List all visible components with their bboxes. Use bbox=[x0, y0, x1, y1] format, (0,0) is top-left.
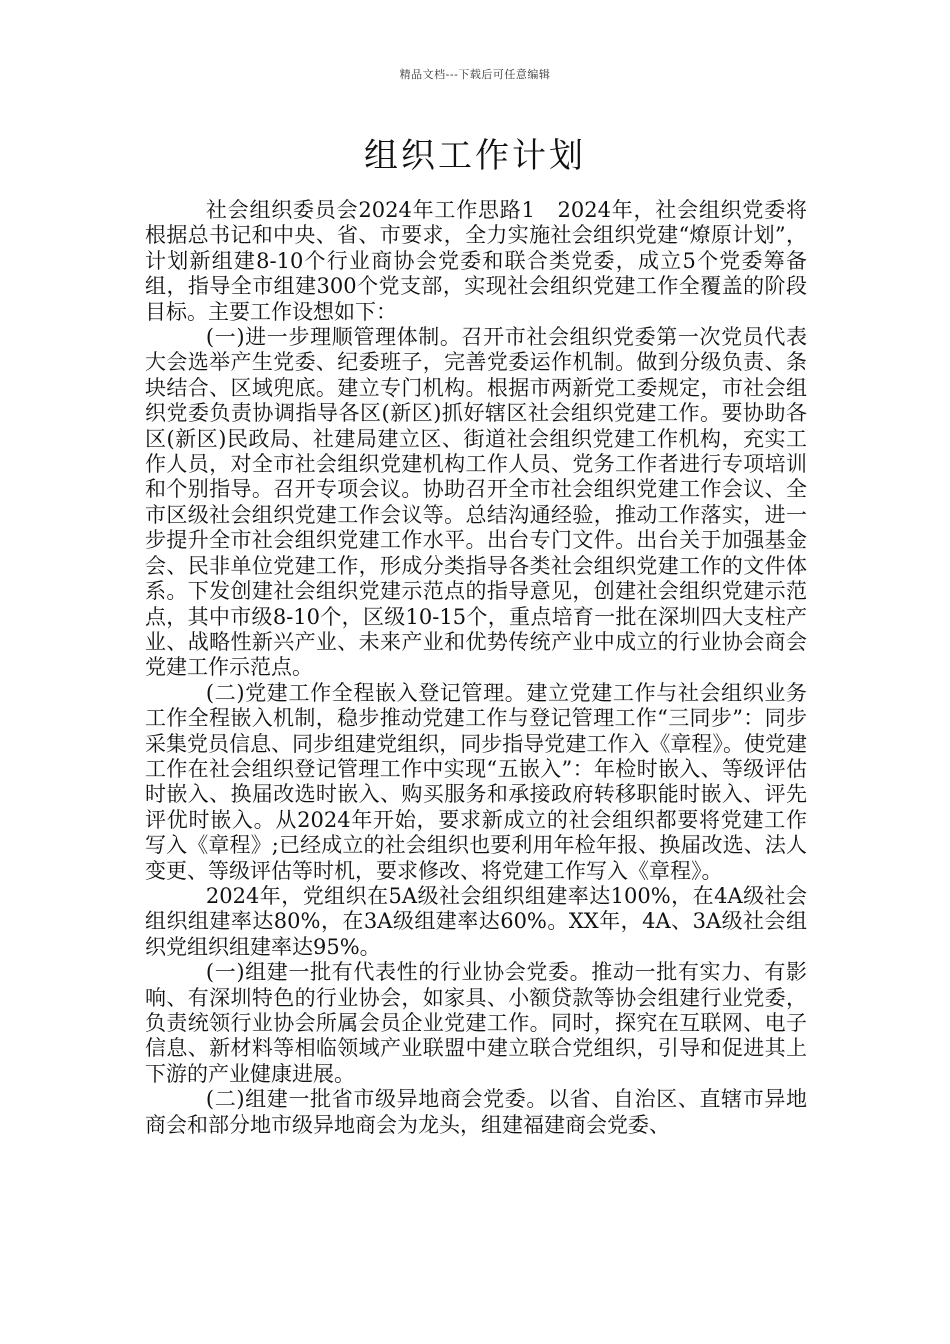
document-body bbox=[145, 198, 807, 1138]
paragraph-coverage-targets: 2024年，党组织在5A级社会组织组建率达100%，在4A级社会组织组建率达80%，在3A级组建率达60%。XX年，4A、3A级社会组织党组织组建率达95%。 bbox=[145, 883, 807, 959]
paragraph-intro: 社会组织委员会2024年工作思路1 2024年，社会组织党委将根据总书记和中央、省、市要求，全力实施社会组织党建“燎原计划”，计划新组建8-10个行业商协会党委和联合类党委，成立5个党委筹备组，指导全市组建300个党支部，实现社会组织党建工作全覆盖的阶段目标。主要工作设想如下： bbox=[145, 198, 807, 324]
paragraph-management-system: (一)进一步理顺管理体制。召开市社会组织党委第一次党员代表大会选举产生党委、纪委班子，完善党委运作机制。做到分级负责、条块结合、区域兜底。建立专门机构。根据市两新党工委规定，市社会组织党委负责协调指导各区(新区)抓好辖区社会组织党建工作。要协助各区(新区)民政局、社建局建立区、街道社会组织党建工作机构，充实工作人员，对全市社会组织党建机构工作人员、党务工作者进行专项培训和个别指导。召开专项会议。协助召开全市社会组织党建工作会议、全市区级社会组织党建工作会议等。总结沟通经验，推动工作落实，进一步提升全市社会组织党建工作水平。出台专门文件。出台关于加强基金会、民非单位党建工作，形成分类指导各类社会组织党建工作的文件体系。下发创建社会组织党建示范点的指导意见，创建社会组织党建示范点，其中市级8-10个，区级10-15个，重点培育一批在深圳四大支柱产业、战略性新兴产业、未来产业和优势传统产业中成立的行业协会商会党建工作示范点。 bbox=[145, 325, 807, 680]
paragraph-industry-committees: (一)组建一批有代表性的行业协会党委。推动一批有实力、有影响、有深圳特色的行业协会，如家具、小额贷款等协会组建行业党委，负责统领行业协会所属会员企业党建工作。同时，探究在互联网、电子信息、新材料等相临领域产业联盟中建立联合党组织，引导和促进其上下游的产业健康进展。 bbox=[145, 960, 807, 1086]
paragraph-chamber-committees: (二)组建一批省市级异地商会党委。以省、自治区、直辖市异地商会和部分地市级异地商会为龙头，组建福建商会党委、 bbox=[145, 1087, 807, 1137]
header-note: 精品文档---下载后可任意编辑 bbox=[399, 68, 551, 81]
document-title: 组织工作计划 bbox=[364, 136, 586, 176]
paragraph-registration-embedding: (二)党建工作全程嵌入登记管理。建立党建工作与社会组织业务工作全程嵌入机制，稳步推动党建工作与登记管理工作“三同步”：同步采集党员信息、同步组建党组织，同步指导党建工作入《章程》。使党建工作在社会组织登记管理工作中实现“五嵌入”：年检时嵌入、等级评估时嵌入、换届改选时嵌入、购买服务和承接政府转移职能时嵌入、评先评优时嵌入。从2024年开始，要求新成立的社会组织都要将党建工作写入《章程》;已经成立的社会组织也要利用年检年报、换届改选、法人变更、等级评估等时机，要求修改、将党建工作写入《章程》。 bbox=[145, 680, 807, 883]
